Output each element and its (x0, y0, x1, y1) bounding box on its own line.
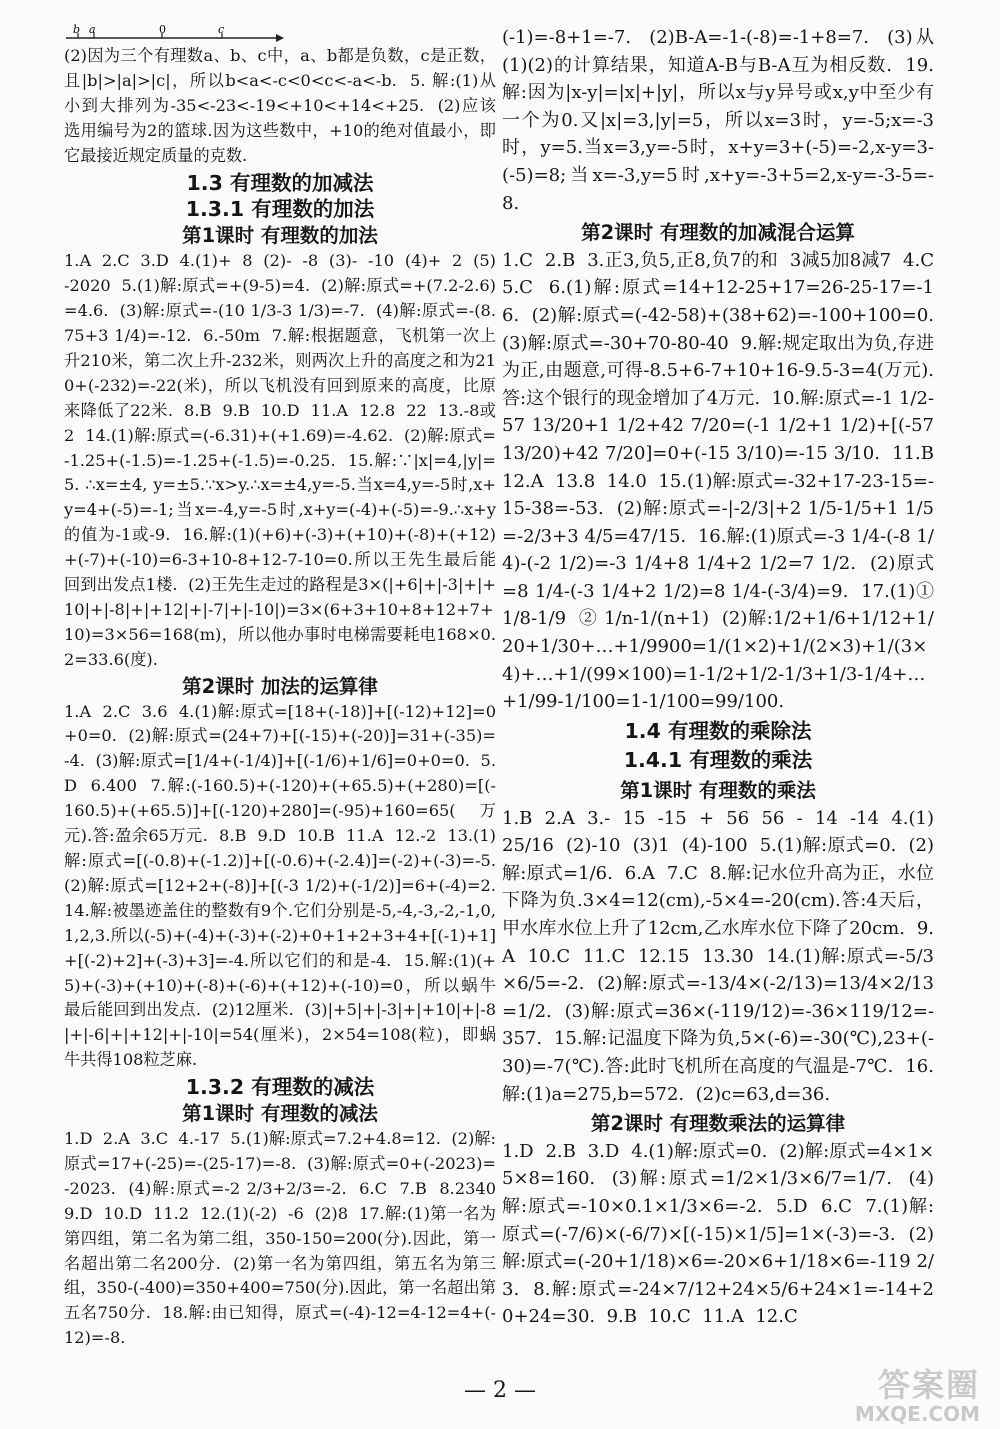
watermark-logo (810, 1360, 980, 1424)
watermark-text: 答案圈 (877, 1366, 980, 1404)
answer-paragraph: (2)因为三个有理数a、b、c中，a、b都是负数，c是正数，且|b|>|a|>|c|，所以b<a<-c<0<c<-a<-b. 5. 解:(1)从小到大排列为-35<-23<-19<+10<+14<+25. (2)应该选用编号为2的篮球.因为这些数中，+10的绝对值最小，即它最接近规定质量的克数. (64, 46, 496, 165)
lesson-heading: 第2课时 加法的运算律 (182, 674, 378, 698)
section-heading: 1.4 有理数的乘除法 (624, 718, 812, 743)
answer-paragraph: 1.B 2.A 3.- 15 -15 + 56 56 - 14 -14 4.(1)25/16 (2)-10 (3)1 (4)-100 5.(1)解:原式=0. (2)解:原式=1/6. 6.A 7.C 8.解:记水位升高为正，水位下降为负.3×4=12(cm),-5×4=-20(cm).答:4天后，甲水库水位上升了12cm,乙水库水位下降了20cm. 9.A 10.C 11.C 12.15 13.30 14.(1)解:原式=-5/3×6/5=-2. (2)解:原式=-13/4×(-2/13)=13/4×2/13=1/2. (3)解:原式=36×(-119/12)=-36×119/12=-357. 15.解:记温度下降为负,5×(-6)=-30(℃),23+(-30)=-7(℃).答:此时飞机所在高度的气温是-7℃. 16.解:(1)a=275,b=572. (2)c=63,d=36. (502, 807, 934, 1105)
number-line-label: a (89, 24, 96, 36)
answer-paragraph: 1.D 2.A 3.C 4.-17 5.(1)解:原式=7.2+4.8=12. (2)解:原式=17+(-25)=-(25-17)=-8. (3)解:原式=0+(-2023)=-2023. (4)解:原式=-2 2/3+2/3=-2. 6.C 7.B 8.2340 9.D 10.D 11.2 12.(1)(-2) -6 (2)8 17.解:(1)第一名为第四组，第二名为第二组，350-150=200(分).因此，第一名超出第二名200分. (2)第一名为第四组，第五名为第三组，350-(-400)=350+400=750(分).因此，第一名超出第五名750分. 18.解:由已知得，原式=(-4)-12=4-12=4+(-12)=-8. (64, 1128, 507, 1348)
number-line-label: b (73, 24, 81, 36)
number-line (64, 24, 284, 44)
answer-paragraph: (-1)=-8+1=-7. (2)B-A=-1-(-8)=-1+8=7. (3)从(1)(2)的计算结果，知道A-B与B-A互为相反数. 19.解:因为|x-y|=|x|+|y|，所以x与y异号或x,y中至少有一个为0.又|x|=3,|y|=5，所以x=3时，y=-5;x=-3时，y=5.当x=3,y=-5时，x+y=3+(-5)=-2,x-y=3-(-5)=8;当x=-3,y=5时,x+y=-3+5=2,x-y=-3-5=-8. (502, 27, 934, 214)
watermark-url: MXQE.COM (854, 1402, 980, 1426)
page-number: — 2 — (464, 1378, 536, 1403)
answer-paragraph: 1.D 2.B 3.D 4.(1)解:原式=0. (2)解:原式=4×1×5×8=160. (3)解:原式=1/2×1/3×6/7=1/7. (4)解:原式=-10×0.1×1/3×6=-2. 5.D 6.C 7.(1)解:原式=(-7/6)×(-6/7)×[(-15)×1/5]=1×(-3)=-3. (2)解:原式=(-20+1/18)×6=-20×6+1/18×6=-119 2/3. 8.解:原式=-24×7/12+24×5/6+24×1=-14+20+24=30. 9.B 10.C 11.A 12.C (502, 1140, 934, 1328)
left-column (64, 24, 507, 1351)
answer-paragraph: 1.A 2.C 3.D 4.(1)+ 8 (2)- -8 (3)- -10 (4)+ 2 (5)-2020 5.(1)解:原式=+(9-5)=4. (2)解:原式=+(7.2-2.6)=4.6. (3)解:原式=-(10 1/3-3 1/3)=-7. (4)解:原式=-(8.75+3 1/4)=-12. 6.-50m 7.解:根据题意，飞机第一次上升210米，第二次上升-232米，则两次上升的高度之和为210+(-232)=-22(米)，所以飞机没有回到原来的高度，比原来降低了22米. 8.B 9.B 10.D 11.A 12.8 22 13.-8或2 14.(1)解:原式=(-6.31)+(+1.69)=-4.62. (2)解:原式=-1.25+(-1.5)=-1.25+(-1.5)=-0.25. 15.解:∵|x|=4,|y|=5. ∴x=±4, y=±5.∵x>y.∴x=±4,y=-5.当x=4,y=-5时,x+y=4+(-5)=-1;当x=-4,y=-5时,x+y=(-4)+(-5)=-9.∴x+y的值为-1或-9. 16.解:(1)(+6)+(-3)+(+10)+(-8)+(+12)+(-7)+(-10)=6-3+10-8+12-7-10=0.所以王先生最后能回到出发点1楼. (2)王先生走过的路程是3×(|+6|+|-3|+|+10|+|-8|+|+12|+|-7|+|-10|)=3×(6+3+10+8+12+7+10)=3×56=168(m)，所以他办事时电梯需要耗电168×0.2=33.6(度). (64, 251, 496, 669)
number-line-label: c (218, 24, 225, 36)
section-heading: 1.3.2 有理数的减法 (185, 1075, 375, 1100)
lesson-heading: 第1课时 有理数的减法 (182, 1102, 378, 1126)
right-column (502, 24, 946, 1331)
lesson-heading: 第2课时 有理数的加减混合运算 (581, 221, 855, 245)
lesson-heading: 第1课时 有理数的乘法 (620, 779, 816, 803)
lesson-heading: 第1课时 有理数的加法 (182, 224, 378, 248)
lesson-heading: 第2课时 有理数乘法的运算律 (590, 1112, 846, 1136)
answer-paragraph: 1.A 2.C 3.6 4.(1)解:原式=[18+(-18)]+[(-12)+12]=0+0=0. (2)解:原式=(24+7)+[(-15)+(-20)]=31+(-35)=-4. (3)解:原式=[1/4+(-1/4)]+[(-1/6)+1/6]=0+0=0. 5.D 6.400 7.解:(-160.5)+(-120)+(+65.5)+(+280)=[(-160.5)+(+65.5)]+[(-120)+280]=(-95)+160=65(万元).答:盈余65万元. 8.B 9.D 10.B 11.A 12.-2 13.(1)解:原式=[(-0.8)+(-1.2)]+[(-0.6)+(-2.4)]=(-2)+(-3)=-5. (2)解:原式=[12+2+(-8)]+[(-3 1/2)+(-1/2)]=6+(-4)=2. 14.解:被墨迹盖住的整数有9个.它们分别是-5,-4,-3,-2,-1,0,1,2,3.所以(-5)+(-4)+(-3)+(-2)+0+1+2+3+4+[(-1)+1]+[(-2)+2]+(-3)+3]=-4.所以它们的和是-4. 15.解:(1)(+5)+(-3)+(+10)+(-8)+(-6)+(+12)+(-10)=0，所以蜗牛最后能回到出发点. (2)12厘米. (3)|+5|+|-3|+|+10|+|-8|+|-6|+|+12|+|-10|=54(厘米)，2×54=108(粒)，即蜗牛共得108粒芝麻. (64, 701, 507, 1070)
section-heading: 1.3.1 有理数的加法 (185, 197, 375, 222)
section-heading: 1.3 有理数的加减法 (186, 170, 374, 195)
number-line-graphic (64, 24, 284, 44)
number-line-label: 0 (159, 24, 166, 36)
section-heading: 1.4.1 有理数的乘法 (623, 748, 813, 773)
answer-paragraph: 1.C 2.B 3.正3,负5,正8,负7的和 3减5加8减7 4.C 5.C 6.(1)解:原式=14+12-25+17=26-25-17=-16. (2)解:原式=(-42-58)+(38+62)=-100+100=0. (3)解:原式=-30+70-80-40 9.解:规定取出为负,存进为正,由题意,可得-8.5+6-7+10+16-9.5-3=4(万元).答:这个银行的现金增加了4万元. 10.解:原式=-1 1/2-57 13/20+1 1/2+42 7/20=(-1 1/2+1 1/2)+[(-57 13/20)+42 7/20]=0+(-15 3/10)=-15 3/10. 11.B 12.A 13.8 14.0 15.(1)解:原式=-32+17-23-15=-15-38=-53. (2)解:原式=-|-2/3|+2 1/5-1/5+1 1/5=-2/3+3 4/5=47/15. 16.解:(1)原式=-3 1/4-(-8 1/4)-(-2 1/2)=-3 1/4+8 1/4+2 1/2=7 1/2. (2)原式=8 1/4-(-3 1/4+2 1/2)=8 1/4-(-3/4)=9. 17.(1)① 1/8-1/9 ② 1/n-1/(n+1) (2)解:1/2+1/6+1/12+1/20+1/30+…+1/9900=1/(1×2)+1/(2×3)+1/(3×4)+…+1/(99×100)=1-1/2+1/2-1/3+1/3-1/4+…+1/99-1/100=1-1/100=99/100. (502, 249, 946, 713)
